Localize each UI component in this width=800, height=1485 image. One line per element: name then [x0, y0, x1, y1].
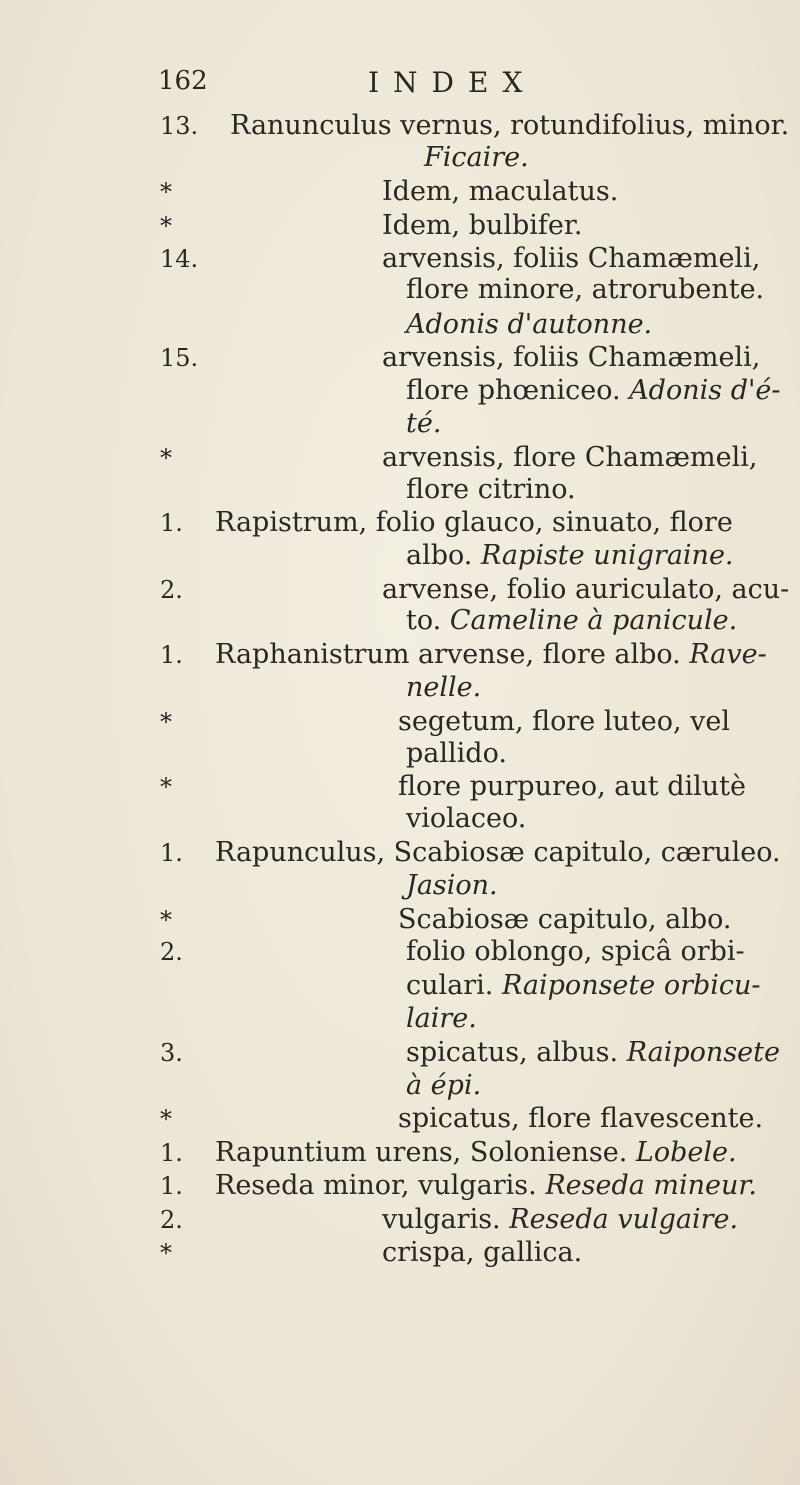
entry-number: 1. — [160, 839, 183, 867]
entry-main-text: Raphanistrum arvense, flore albo. — [215, 639, 681, 670]
entry-text — [382, 1238, 582, 1268]
entry-french-name: Raiponsete — [626, 1037, 780, 1068]
entry-text — [382, 1205, 738, 1235]
entry-main-text: Idem, maculatus. — [382, 176, 619, 207]
entry-main-text: arvensis, foliis Chamæmeli, — [382, 342, 761, 373]
entry-main-text: arvensis, foliis Chamæmeli, — [382, 243, 761, 274]
entry-text — [215, 1171, 757, 1201]
entry-main-text: flore minore, atrorubente. — [406, 274, 765, 305]
entry-text — [424, 143, 529, 173]
entry-text — [406, 310, 652, 340]
entry-text — [406, 541, 734, 571]
entry-number: 1. — [160, 1172, 183, 1200]
entry-main-text: albo. — [406, 540, 473, 571]
entry-number: 2. — [160, 1206, 183, 1234]
entry-number: 1. — [160, 641, 183, 669]
entry-french-name: Raiponsete orbicu- — [501, 970, 761, 1001]
entry-main-text: nelle. — [406, 672, 482, 703]
entry-main-text: Adonis d'autonne. — [406, 309, 653, 340]
entry-number: * — [160, 178, 172, 206]
entry-text — [406, 1038, 780, 1068]
page-number: 162 — [158, 66, 208, 96]
entry-text — [382, 211, 582, 241]
entry-main-text: à épi. — [406, 1070, 482, 1101]
entry-text — [406, 673, 481, 703]
entry-main-text: Jasion. — [406, 870, 498, 901]
entry-text — [215, 508, 733, 538]
entry-main-text: segetum, flore luteo, vel — [398, 706, 730, 737]
page-header — [0, 66, 800, 106]
entry-text — [406, 409, 441, 439]
entry-number: * — [160, 444, 172, 472]
entry-main-text: culari. — [406, 970, 494, 1001]
entry-text — [398, 707, 730, 737]
entry-main-text: spicatus, flore flavescente. — [398, 1103, 764, 1134]
entry-number: * — [160, 1239, 172, 1267]
entry-french-name: Rapiste unigraine. — [480, 540, 734, 571]
entry-main-text: Rapuntium urens, Soloniense. — [215, 1137, 628, 1168]
entry-number: * — [160, 773, 172, 801]
entry-french-name: Reseda mineur. — [545, 1170, 757, 1201]
entry-text — [382, 575, 789, 605]
entry-text — [382, 343, 760, 373]
entry-text — [398, 772, 746, 802]
entry-main-text: Idem, bulbifer. — [382, 210, 583, 241]
entry-text — [406, 937, 745, 967]
entry-main-text: folio oblongo, spicâ orbi- — [406, 936, 745, 967]
entry-text — [406, 804, 526, 834]
entry-number: 3. — [160, 1039, 183, 1067]
entry-main-text: flore citrino. — [406, 474, 576, 505]
entry-text — [215, 838, 781, 868]
entry-text — [406, 376, 781, 406]
entry-main-text: arvensis, flore Chamæmeli, — [382, 442, 758, 473]
entry-french-name: Rave- — [689, 639, 767, 670]
entry-number: 2. — [160, 576, 183, 604]
entry-main-text: vulgaris. — [382, 1204, 501, 1235]
entry-main-text: flore phœniceo. — [406, 375, 621, 406]
entry-main-text: to. — [406, 605, 442, 636]
entry-text — [406, 275, 764, 305]
entry-text — [215, 640, 767, 670]
entry-main-text: Rapunculus, Scabiosæ capitulo, cæruleo. — [215, 837, 781, 868]
entry-main-text: Rapistrum, folio glauco, sinuato, flore — [215, 507, 733, 538]
entry-number: * — [160, 212, 172, 240]
entry-main-text: spicatus, albus. — [406, 1037, 619, 1068]
entry-number: 2. — [160, 938, 183, 966]
entry-french-name: Reseda vulgaire. — [509, 1204, 739, 1235]
entry-french-name: Adonis d'é- — [629, 375, 781, 406]
entry-number: * — [160, 708, 172, 736]
entry-main-text: flore purpureo, aut dilutè — [398, 771, 746, 802]
entry-text — [406, 971, 761, 1001]
entry-text — [406, 475, 576, 505]
entry-main-text: violaceo. — [406, 803, 527, 834]
entry-number: 15. — [160, 344, 199, 372]
entry-main-text: laire. — [406, 1003, 477, 1034]
entry-text — [382, 177, 618, 207]
entry-text — [382, 443, 757, 473]
entry-main-text: Scabiosæ capitulo, albo. — [398, 904, 732, 935]
entry-main-text: Ficaire. — [424, 142, 529, 173]
entry-number: 1. — [160, 1139, 183, 1167]
entry-text — [398, 905, 732, 935]
entry-text — [382, 244, 760, 274]
entry-number: 13. — [160, 112, 199, 140]
entry-main-text: Reseda minor, vulgaris. — [215, 1170, 537, 1201]
entry-text — [406, 606, 737, 636]
entry-text — [215, 1138, 737, 1168]
entry-text — [406, 1004, 477, 1034]
entry-text — [230, 111, 789, 141]
entry-french-name: Cameline à panicule. — [449, 605, 738, 636]
entry-main-text: té. — [406, 408, 442, 439]
entry-text — [406, 1071, 481, 1101]
entry-number: * — [160, 906, 172, 934]
entry-number: 1. — [160, 509, 183, 537]
entry-main-text: pallido. — [406, 738, 507, 769]
entry-text — [406, 871, 498, 901]
entry-main-text: Ranunculus vernus, rotundifolius, minor. — [230, 110, 790, 141]
page-title: INDEX — [368, 66, 537, 99]
entry-main-text: crispa, gallica. — [382, 1237, 583, 1268]
entry-text — [398, 1104, 763, 1134]
entry-french-name: Lobele. — [635, 1137, 737, 1168]
entry-main-text: arvense, folio auriculato, acu- — [382, 574, 790, 605]
entry-number: 14. — [160, 245, 199, 273]
entry-number: * — [160, 1105, 172, 1133]
entry-text — [406, 739, 507, 769]
